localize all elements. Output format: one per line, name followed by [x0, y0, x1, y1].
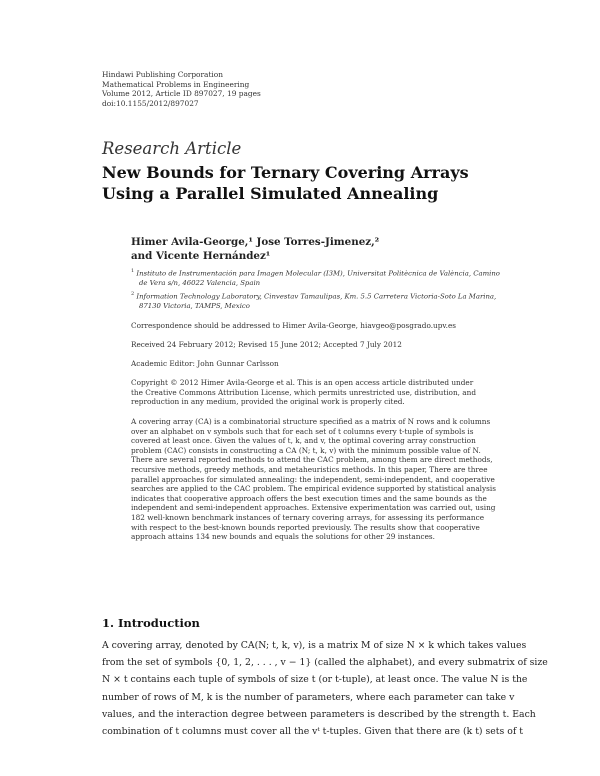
correspondence: Correspondence should be addressed to Himer Avila-George, hiavgeo@posgrado.upv.es	[131, 321, 457, 330]
body-line: A covering array, denoted by CA(N; t, k, v), is a matrix M of size N × k which takes values	[102, 640, 527, 651]
body-line: N × t contains each tuple of symbols of size t (or t-tuple), at least once. The value N is the	[102, 674, 528, 686]
journal-header	[102, 70, 261, 108]
abstract	[131, 417, 501, 542]
received-dates: Received 24 February 2012; Revised 15 June 2012; Accepted 7 July 2012	[131, 340, 402, 349]
abstract-line: recursive methods, greedy methods, and metaheuristics methods. In this paper, There are three	[131, 464, 488, 474]
journal-name: Mathematical Problems in Engineering	[102, 79, 250, 89]
affiliation-text: 87130 Victoria, TAMPS, Mexico	[139, 301, 250, 310]
affiliation-marker: 2	[131, 291, 135, 297]
copyright-line: Copyright © 2012 Himer Avila-George et al. This is an open access article distributed under	[131, 378, 474, 387]
body-line: number of rows of M, k is the number of parameters, where each parameter can take v	[102, 691, 515, 703]
affiliation-marker: 1	[131, 268, 135, 274]
authors-line-2: and Vicente Hernández¹	[131, 250, 271, 262]
doi: doi:10.1155/2012/897027	[102, 98, 199, 108]
abstract-line: searches are applied to the CAC problem. The empirical evidence supported by statistical analysis	[131, 484, 496, 494]
affiliation-1	[131, 267, 501, 288]
copyright-notice	[131, 378, 501, 407]
abstract-line: covered at least once. Given the values of t, k, and v, the optimal covering array construction	[131, 436, 476, 446]
abstract-line: indicates that cooperative approach offers the best execution times and the same bounds as the	[131, 493, 487, 503]
copyright-line: the Creative Commons Attribution License, which permits unrestricted use, distribution, and	[131, 387, 477, 397]
abstract-line: There are several reported methods to attend the CAC problem, among them are direct methods,	[131, 455, 493, 465]
authors-line-1: Himer Avila-George,¹ Jose Torres-Jimenez,²	[131, 236, 380, 248]
abstract-line: A covering array (CA) is a combinatorial structure specified as a matrix of N rows and k columns	[131, 417, 491, 426]
abstract-line: problem (CAC) consists in constructing a CA (N; t, k, v) with the minimum possible value of N.	[131, 445, 481, 455]
paper-title: New Bounds for Ternary Covering Arrays Using a Parallel Simulated Annealing	[102, 163, 469, 203]
abstract-line: over an alphabet on v symbols such that for each set of t columns every t-tuple of symbols is	[131, 426, 474, 436]
abstract-line: approach attains 134 new bounds and equals the solutions for other 29 instances.	[131, 532, 435, 542]
body-line: from the set of symbols {0, 1, 2, . . . , v − 1} (called the alphabet), and every submatrix of size	[102, 657, 548, 669]
body-line: values, and the interaction degree between parameters is described by the strength t. Each	[102, 708, 536, 720]
section-body	[102, 637, 548, 740]
body-line: combination of t columns must cover all the vᵗ t-tuples. Given that there are (k t) sets of t	[102, 726, 523, 738]
article-type-label: Research Article	[102, 139, 242, 158]
section-heading: 1. Introduction	[102, 616, 200, 630]
affiliation-2	[131, 290, 501, 311]
abstract-line: 182 well-known benchmark instances of ternary covering arrays, for assessing its performance	[131, 512, 485, 522]
author-list	[131, 235, 379, 263]
affiliation-text: de Vera s/n, 46022 Valencia, Spain	[139, 278, 261, 287]
abstract-line: independent and semi-independent approaches. Extensive experimentation was carried out, using	[131, 503, 496, 513]
abstract-line: with respect to the best-known bounds reported previously. The results show that cooperative	[131, 522, 480, 532]
copyright-line: reproduction in any medium, provided the original work is properly cited.	[131, 397, 405, 407]
volume-info: Volume 2012, Article ID 897027, 19 pages	[102, 89, 261, 99]
affiliation-text: Instituto de Instrumentación para Imagen Molecular (I3M), Universitat Politècnica de València, Camino	[136, 269, 500, 278]
publisher: Hindawi Publishing Corporation	[102, 70, 223, 79]
abstract-line: parallel approaches for simulated annealing: the independent, semi-independent, and cooperative	[131, 474, 495, 484]
academic-editor: Academic Editor: John Gunnar Carlsson	[131, 359, 279, 368]
affiliation-text: Information Technology Laboratory, Cinvestav Tamaulipas, Km. 5.5 Carretera Victoria-Soto La Marina,	[136, 292, 497, 301]
